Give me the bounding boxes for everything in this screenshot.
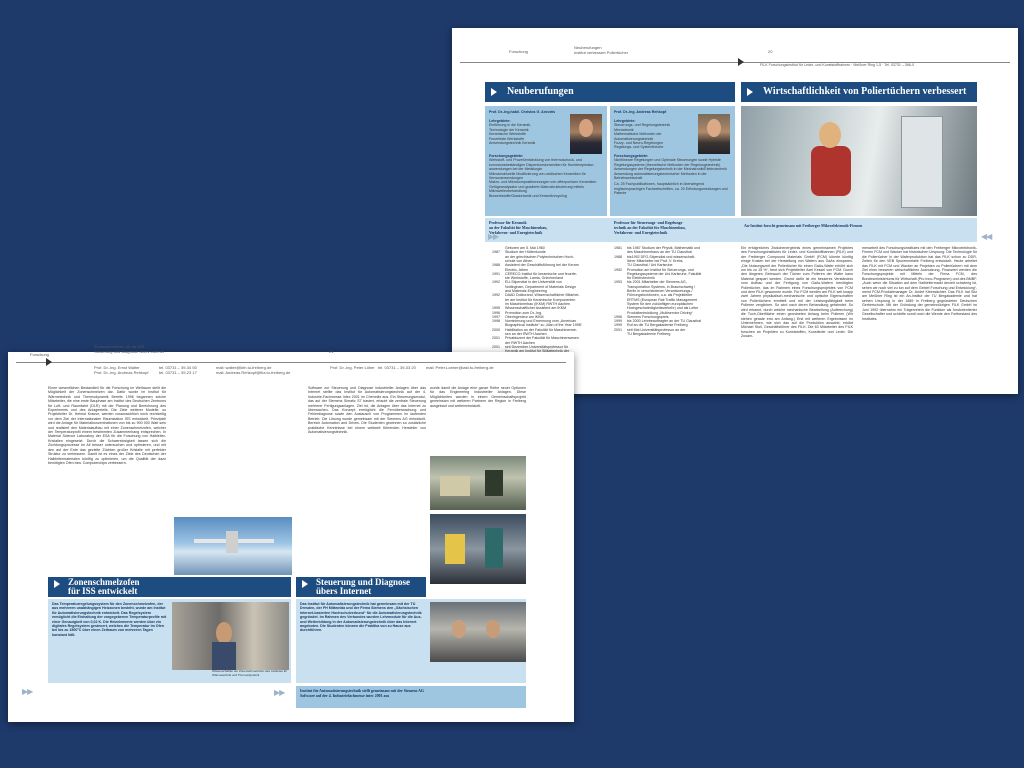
- teaching-heading: Lehrgebiete:: [489, 119, 511, 123]
- info-text-zonen: Das Temperaturregelungssystem für den Zonenschmelzofen, der aus mehreren unabhängigen Heizzonen besteht, wurde am Institut für Automatisierungstechnik entwickelt. Das Regelsystem ermöglicht die Einhaltung der vorgegebenen Temperaturprofile mit einer Genauigkeit von 0,02 K. Die Heizelemente werden über ein digitales Regelsystem gesteuert, welches die Temperatur im Ofen bei bis zu 1500°C über einen Zeitraum von mehreren Tagen konstant hält.: [52, 602, 167, 637]
- list-item: Makro- und Mikrokomposittrennungen von offenporösen Keramiken: [489, 180, 597, 185]
- cv-text: für Elektrotechnik: [627, 276, 655, 281]
- band-arrow-icon: [491, 88, 497, 96]
- info-text-steuer: Das Institut für Automatisierungstechnik hat gemeinsam mit der TU Dresden, der FH Mittweida und der Firma Siemens den „Sächsischen Internet-basierten Hochschulverbund“ für die Automatisierungstechnik gegründet. Im Rahmen des Verbundes wurden Lehrmodule für die Aus- und Weiterbildung in der Automatisierungstechnik über das Internet angeboten. Die Studenten können die Praktika von zu Hause aus durchführen.: [300, 602, 422, 633]
- research-heading: Forschungsgebiete:: [489, 154, 524, 158]
- section-title: Steuerung und Diagnose übers Internet: [316, 577, 411, 596]
- header-topics: Zonenschmelzen für die ISS Steuerung und Diagnose übers Internet: [94, 344, 165, 354]
- nav-next-icon[interactable]: ▶▶: [488, 232, 499, 241]
- header-section: Forschung: [30, 352, 49, 357]
- cv-text: bis1992 DFG-Stipendiat und wissenschaft-: [627, 254, 696, 259]
- nav-next-icon[interactable]: ▶▶: [22, 687, 33, 696]
- caption-siemens: Institut für Automatisierungstechnik stellt gemeinsam mit der Siemens AG Software auf der 4. Industriefachmesse intec 2001 aus: [300, 689, 424, 698]
- cv-year: 1996: [492, 310, 500, 315]
- cv-text: System für den zukünftigen europäischen: [627, 301, 694, 306]
- cv-year: 1987: [492, 250, 500, 255]
- list-item: Keramische Werkstoffe: [489, 132, 527, 137]
- cv-text: schule von Athen: [505, 258, 533, 263]
- lab-photo: [430, 602, 526, 662]
- list-item: Anwendung automatisierungstechnischer Methoden in der Betriebswirtschaft: [614, 171, 707, 181]
- section-title: Wirtschaftlichkeit von Poliertüchern verbessert: [763, 86, 967, 97]
- list-item: Nichtlineare Regelungen und Optimale Steuerungen sowie Hybride Regelungssysteme (theoretische Methoden der Regelungstechnik): [614, 158, 721, 167]
- list-item: Steuerungs- und Regelungstechnik: [614, 123, 671, 128]
- cv-year: 2001: [614, 327, 622, 332]
- cv-text: Assistent der Geschäftsführung bei der Keram: [505, 263, 579, 268]
- band-arrow-icon: [54, 580, 60, 588]
- cv-year: 1998: [492, 319, 500, 324]
- article-column-1: Ein erfolgreiches Zwischenergebnis eines gemeinsamen Projektes des Forschungsinstitutes für Leder- und Kunststoffbahnen (FILK) und der Freiberger Compound Materials GmbH (FCM) könnte künftig einige Kosten bei der Herstellung von Wafern aus GaAs einsparen. „Die Nutzungszeit der Poliertücher für einen GaAs-Wafer erhöht sich um bis zu 15 %“, freut sich Projektleiter Axel Kessel von FCM. Durch den längeren Gebrauch der Tücher zum Polieren der Wafer kann Material gespart werden. Grund dafür ist ein besseres Verständnis vom Aufbau und der Fertigung von GaAs-Wafern benötigten Poliertücher, das im Rahmen eines Forschungsprojektes von FCM und dem FILK gewonnen wurde. Für FCM werden am FILK seit knapp zwei Jahren physikalisch-mechanische und optische Eigenschaften von Poliertüchern ermittelt und mit der Leistungsfähigkeit beim Polieren verglichen. So wird nach deren Behandlung gefahndet. So wird erkannt, durch welche mechanische Bearbeitung (Aufbrechung) die Tuch-Oberfläche einen geordneten Anlaug beim Polieren (Wir stehen gerade erst am Anfang.) Erst mit weiteren Ergebnissen im Unternehmen, wie sich das auf die Produktion auswirkt, erklärt Michael Stoll, Geschäftsführer des FILK. Die 63 Mitarbeiter des FILK forschen an Projekten zu Kunststoffen, Kunstleder und Leder. Die Zusam-: [741, 246, 853, 339]
- publications-note: Ca. 25 Fachpublikationen, hauptsächlich in überwiegend englischsprachigen Fachzeitschriften, ca. 20 Erfindungsmeldungen und Patente: [614, 182, 728, 196]
- profile-research: [614, 154, 730, 214]
- article-column-2: menarbeit des Forschungsinstitutes mit den Freiberger Mikroelektronik-Firmen FCM und Wacker hat historischen Ursprung: Die Technologie für die Poliertücher in der Waferproduktion hat das FILK schon zu DDR-Zeiten für den VEB Spurenmetalle Freiberg entwickelt. Heute arbeitet das FILK mit FCM und Wacker an Projekten zu Poliertüchern mit dem Ziel einer besseren wirtschaftlichen Ausnutzung. Finanziert werden die Forschungsprojekte mit Mitteln der Firma FCM, des Bundesministeriums für Wirtschaft (Pro Inno-Programm) und des BMBF. „Auch wenn die Situation auf dem Halbleitermarkt derzeit schwierig ist, sehen wir noch viel zu tun auf dem Gebiet Forschung und Entwicklung“, meint FCM-Produktmanager Dr. André Kleinwächter. Das FILK hat Sitz am Meißner Ring ist ein An-Institut der TU Bergakademie und hat seinen Ursprung in der 1889 in Freiberg gegründeten Deutschen Gerberschule. Mit der Gründung der gemeinnützigen FILK GmbH im Juni 1992 übernahm ein Trägerverein die Funktion als fundorientierter Gesellschafter und schärfte somit noch die Wende den Fortbestand des Institutes.: [862, 246, 977, 321]
- teaching-list: [489, 123, 569, 145]
- section-band-neuberufungen: [485, 82, 735, 102]
- header-person-2: Prof. Dr.-Ing. Peter Löber: [330, 365, 375, 370]
- cv-text: and Materials Engineering: [505, 289, 547, 293]
- cv-row: [614, 332, 670, 336]
- cv-text: ERTMS (European Rail Traffic Management: [627, 297, 698, 302]
- brochure-page-back: [452, 28, 1018, 394]
- cv-text: bis 1987 Studium der Physik, Mathematik und: [627, 246, 701, 250]
- cv-text: Regelungssysteme der Uni Karlsruhe, Fakultät: [627, 271, 702, 276]
- list-item: Gefügeanalysator und gradierte Makrostrukturierung mittels Mikrowellenbehandlung: [489, 184, 584, 194]
- list-item: Biowerkstoffe/Glaskeramik und Keramikrecycling: [489, 193, 567, 198]
- section-title: Zonenschmelzofen für ISS entwickelt: [68, 577, 140, 596]
- header-mail-1: mail: walter@ikfn.tu-freiberg.de mail: Andreas.Rehkopf@fiia.tu-freiberg.de: [216, 365, 291, 375]
- list-item: Mikrostrukturelle Modifizierung von oxidischen Keramiken für Sensoranwendungen: [489, 171, 586, 181]
- profile-name: Prof. Dr.-Ing. Andreas Rehkopf: [614, 110, 667, 114]
- cv-year: 1993: [614, 280, 622, 285]
- profile-research: [489, 154, 603, 214]
- cv-text: sen an der RWTH Aachen: [505, 332, 547, 336]
- caption-filk: An-Institut forscht gemeinsam mit Freiberger Mikroelektronik-Firmen: [744, 224, 863, 228]
- cv-text: Privatdozent der Fakultät für Maschinenwesen: [505, 336, 579, 341]
- header-mail-2: mail: Peter.Loeber@iakt.tu-freiberg.de: [426, 365, 494, 370]
- cv-text: licher Mitarbeiter bei Prof. V. Krebs,: [627, 258, 684, 263]
- cv-year: 2000: [492, 327, 500, 332]
- lab-photo: [172, 602, 289, 670]
- section-band-zonen: [48, 577, 291, 597]
- band-arrow-icon: [747, 88, 753, 96]
- cv-text: Wissenschaftlicher Assistent am IKKM: [505, 306, 567, 311]
- list-item: Feuerfeste Werkstoffe: [489, 136, 525, 141]
- cv-text: Habilitation an der Fakultät für Maschinenwe-: [505, 327, 578, 332]
- cv-text: Ruf an die TU Bergakademie Freiberg: [627, 323, 688, 328]
- caption-rehkopf: Professor für Steuerungs- und Regelungs- technik an der Fakultät für Maschinenbau, Verfahrens- und Energietechnik: [614, 221, 686, 235]
- cv-text: bis 2001 Mitarbeiter der Siemens AG,: [627, 280, 687, 285]
- cv-text: des Maschinenbaus an der TU Clausthal: [627, 250, 692, 255]
- cv-text: Oberingenieur am IKKM: [505, 314, 544, 319]
- cv-year: 2001: [492, 336, 500, 341]
- lab-photo: [430, 456, 526, 510]
- list-item: Anwendungstechnik Keramik: [489, 141, 536, 146]
- section-band-steuer: [296, 577, 426, 597]
- iss-photo: [174, 517, 292, 575]
- timeline-arrow-icon: [738, 58, 744, 66]
- cv-year: 1999: [614, 319, 622, 324]
- list-item: Werkstoff- und Prozeßentwicklung von thermoschock- und korrosionsbeständigen Dispersionskeramiken für Hochtemperaturanwendungen bei der Metallurgie: [489, 158, 595, 172]
- research-heading: Forschungsgebiete:: [614, 154, 649, 158]
- list-item: Mathematische Methoden der Automatisierungstechnik: [614, 132, 662, 141]
- header-phone-1: tel. 03731 – 39-34 50 tel. 03731 – 39-23 17: [159, 365, 197, 375]
- nav-prev-icon[interactable]: ◀◀: [981, 232, 992, 241]
- cv-text: der RWTH Aachen: [505, 340, 535, 345]
- cv-text: ter am Institut für Keramische Komponenten: [505, 297, 576, 302]
- band-arrow-icon: [302, 580, 308, 588]
- cv-year: 1992: [492, 293, 500, 298]
- lab-photo: [741, 106, 977, 216]
- profile-teaching: [489, 119, 569, 145]
- header-phone-2: tel. 03731 – 39-33 20: [378, 365, 416, 370]
- page-header: [452, 28, 1018, 74]
- cv-year: 1995: [492, 306, 500, 311]
- page-number: 21: [329, 349, 334, 354]
- cv-text: seit Mai Universitätsprofessor an der: [627, 327, 686, 332]
- cv-text: TU Clausthal / Uni Karlsruhe: [627, 263, 673, 268]
- cv-text: bis 2000 Lehrbeauftragter an der TU Clausthal: [627, 319, 702, 324]
- article-column-zonen: Einen wesentlichen Bestandteil für die Forschung im Weltraum stellt die Möglichkeit der Zonenschmelzen dar. Dafür wurde im Institut für Wärmetechnik und Thermodynamik Bereits 1996 begannen solche Mitarbeiter, die eine erste Bauphase am Institut des Deutschen Zentrums für Luft- und Raumfahrt (DLR) mit der Planung und Berechnung des Experiments und des Anlagenteils. Die Ziele weiterer Modelle, so Projektleiter Dr. Helmut Krause, werden voraussichtlich noch rechtzeitig vor dem Ziel der Internationalen Raumstation ISS entwickelt. Prinzipiell wird die Anlage für Materialkonzentrationen von bis zu 900 000 Watt sein und realisiert den Materialaufbau mit einer Zonenschmelzofen, welcher der Temperaturprofil einem bestimmten Zusammenhang entsprechen. In Material Science Laboratory der ESA für die Forschung von Halbleiter-Kristallen eingesetzt. Durch die Schwerelosigkeit lassen sich die Züchtungsprozesse im All besser untersuchen und optimieren, und mit den auf der Erde das gezielte Züchten großer Kristalle mit perfekter Struktur zu verbessern. Damit ist es eines der Ziele des Deutschen der Halbleitermaterialen künftig zu optimieren, um die Qualität der dazu benötigten Ofen bzw. Computerchips verbessern.: [48, 386, 166, 465]
- teaching-heading: Lehrgebiete:: [614, 119, 636, 123]
- page-number: 20: [768, 49, 773, 54]
- cv-year: 1981: [614, 246, 622, 250]
- cv-text: seit Dezember Universitätsprofessor für: [505, 344, 569, 349]
- cv-year: 1997: [492, 314, 500, 319]
- header-topics: Neuberufungen Institut verbessert Poliertücher: [574, 45, 629, 55]
- cv-text: Biographical Institute“ zu „Man of the Year 1998“: [505, 323, 582, 328]
- cv-text: Promotion am Institut für Steuerungs- und: [627, 267, 694, 272]
- cv-text: Geboren am 5. Mai 1960: [505, 246, 545, 250]
- cv-text: EU-Stipendiat in der Universität von: [505, 280, 562, 285]
- cv-text: ste Werkstoffe, Lamia, Griechenland: [505, 276, 563, 281]
- list-item: Einführung in die Keramik,: [489, 123, 532, 128]
- header-person-1: Prof. Dr.-Ing. Ernst Walter Prof. Dr.-Ing. Andreas Rehkopf: [94, 365, 149, 375]
- research-list: [489, 158, 603, 198]
- cv-year: 1988: [492, 263, 500, 268]
- article-column-steuer-2: wurde damit die Anlage eine ganze Reihe neuer Optionen für das Engineering industrieller Anlagen. Diese Möglichkeiten wurden in einem Gemeinschaftsprojekt gemeinsam mit weiteren Partnern der Region in Freiberg ausgebaut und weiterentwickelt.: [430, 386, 526, 408]
- cv-text: im Maschinenbau (IKKM) RWTH Aachen: [505, 301, 571, 306]
- cv-text: DAAD Doktorand, Wissenschaftlicher Mitarbei-: [505, 293, 580, 298]
- cv-text: Produktentwicklung „Multiservice Driving“: [627, 310, 693, 315]
- cv-text: TU Bergakademie Freiberg: [627, 332, 671, 336]
- cv-text: Hochgeschwindigkeitsverkehr) und als Leiter: [627, 306, 699, 311]
- section-title: Neuberufungen: [507, 86, 574, 97]
- profile-teaching: [614, 119, 696, 150]
- cv-text: Berlin in verschiedenen Verantwortungs-/: [627, 289, 693, 293]
- nav-next-icon[interactable]: ▶▶: [274, 688, 285, 697]
- cv-text: Führungsfunktionen, u.a. als Projektleiter: [627, 293, 693, 298]
- timeline-arrow-icon: [46, 358, 52, 366]
- cv-text: an der griechischen Polytechnischen Hoch-: [505, 254, 575, 259]
- caption-aneziris: Professor für Keramik an der Fakultät für Maschinenbau, Verfahrens- und Energietechnik: [489, 221, 548, 235]
- portrait-photo: [698, 114, 730, 154]
- portrait-photo: [570, 114, 602, 154]
- cv-year: 1996: [614, 314, 622, 319]
- list-item: Regelungs- und Systemtheorie: [614, 145, 664, 150]
- cv-text: Nominierung und Ernennung vom „American: [505, 319, 577, 324]
- cv-text: Siemens Forschungspreis: [627, 314, 669, 319]
- research-list: [614, 158, 730, 180]
- cv-year: 2001: [492, 344, 500, 349]
- list-item: Fuzzy- und Neuro-Regelungen: [614, 141, 664, 146]
- list-item: Anwendungen der Regelungstechnik in der Mechatronik/Elektrotechnik: [614, 167, 727, 172]
- cv-year: 1992: [614, 267, 622, 272]
- article-column-steuer: Software zur Steuerung und Diagnose industrieller Anlagen über das Internet stellte das Institut für Automatisierungstechnik auf der 4. Industrie-Fachmesse Intec 2001 im Chemnitz aus. Ein Steuerungsmodul, das auf der Siemens Simatic S7 basiert, erlaubt die zentrale Steuerung mehrerer Fertigungsanlagen. Ziel ist, die Anlagen über das Internet zu überwachen. Das Konzept ermöglicht die Fernüberwachung und Fehlerdiagnose sowie den Austausch von Programmen im laufenden Betrieb. Die Lösung wurde gemeinsam mit der Siemens AG entwickelt, Bereich Automation and Drives. Die Studenten gewinnen so zusätzliche praktische Kenntnisse bei einem weltweit führenden Hersteller von Automatisierungstechnik.: [308, 386, 426, 435]
- photo-caption: Wissenschaftler am Zonenschmelzofen des Institutes für Wärmetechnik und Thermodynamik: [212, 669, 288, 677]
- cv-text: Electric, Athen: [505, 267, 528, 272]
- list-item: Mechatronik: [614, 127, 634, 132]
- lab-photo: [430, 514, 526, 584]
- section-band-wirtschaft: [741, 82, 977, 102]
- profile-name: Prof. Dr.-Ing.habil. Christos G. Aneziris: [489, 110, 556, 114]
- cv-year: 1988: [614, 254, 622, 259]
- cv-year: 1991: [492, 271, 500, 276]
- cv-text: CERECO-Institut für keramische und feuerfe-: [505, 271, 578, 276]
- cv-text: Nottingham, Department of Materials Design: [505, 284, 576, 289]
- cv-year: 1992: [492, 280, 500, 285]
- cv-year: 1999: [614, 323, 622, 328]
- cv-text: Promotion zum Dr.-Ing.: [505, 310, 542, 315]
- cv-text: Transportation Systems, in Braunschweig /: [627, 284, 696, 289]
- header-section: Forschung: [509, 49, 528, 54]
- header-contact: FILK Forschungsinstitut für Leder- und Kunststoffbahnen · Meißner Ring 1-5 · Tel. 03731 – 366-0: [760, 63, 915, 67]
- cv-text: Studium der Hüttenkunde: [505, 250, 546, 255]
- list-item: Technologie der Keramik: [489, 127, 529, 132]
- teaching-list: [614, 123, 696, 149]
